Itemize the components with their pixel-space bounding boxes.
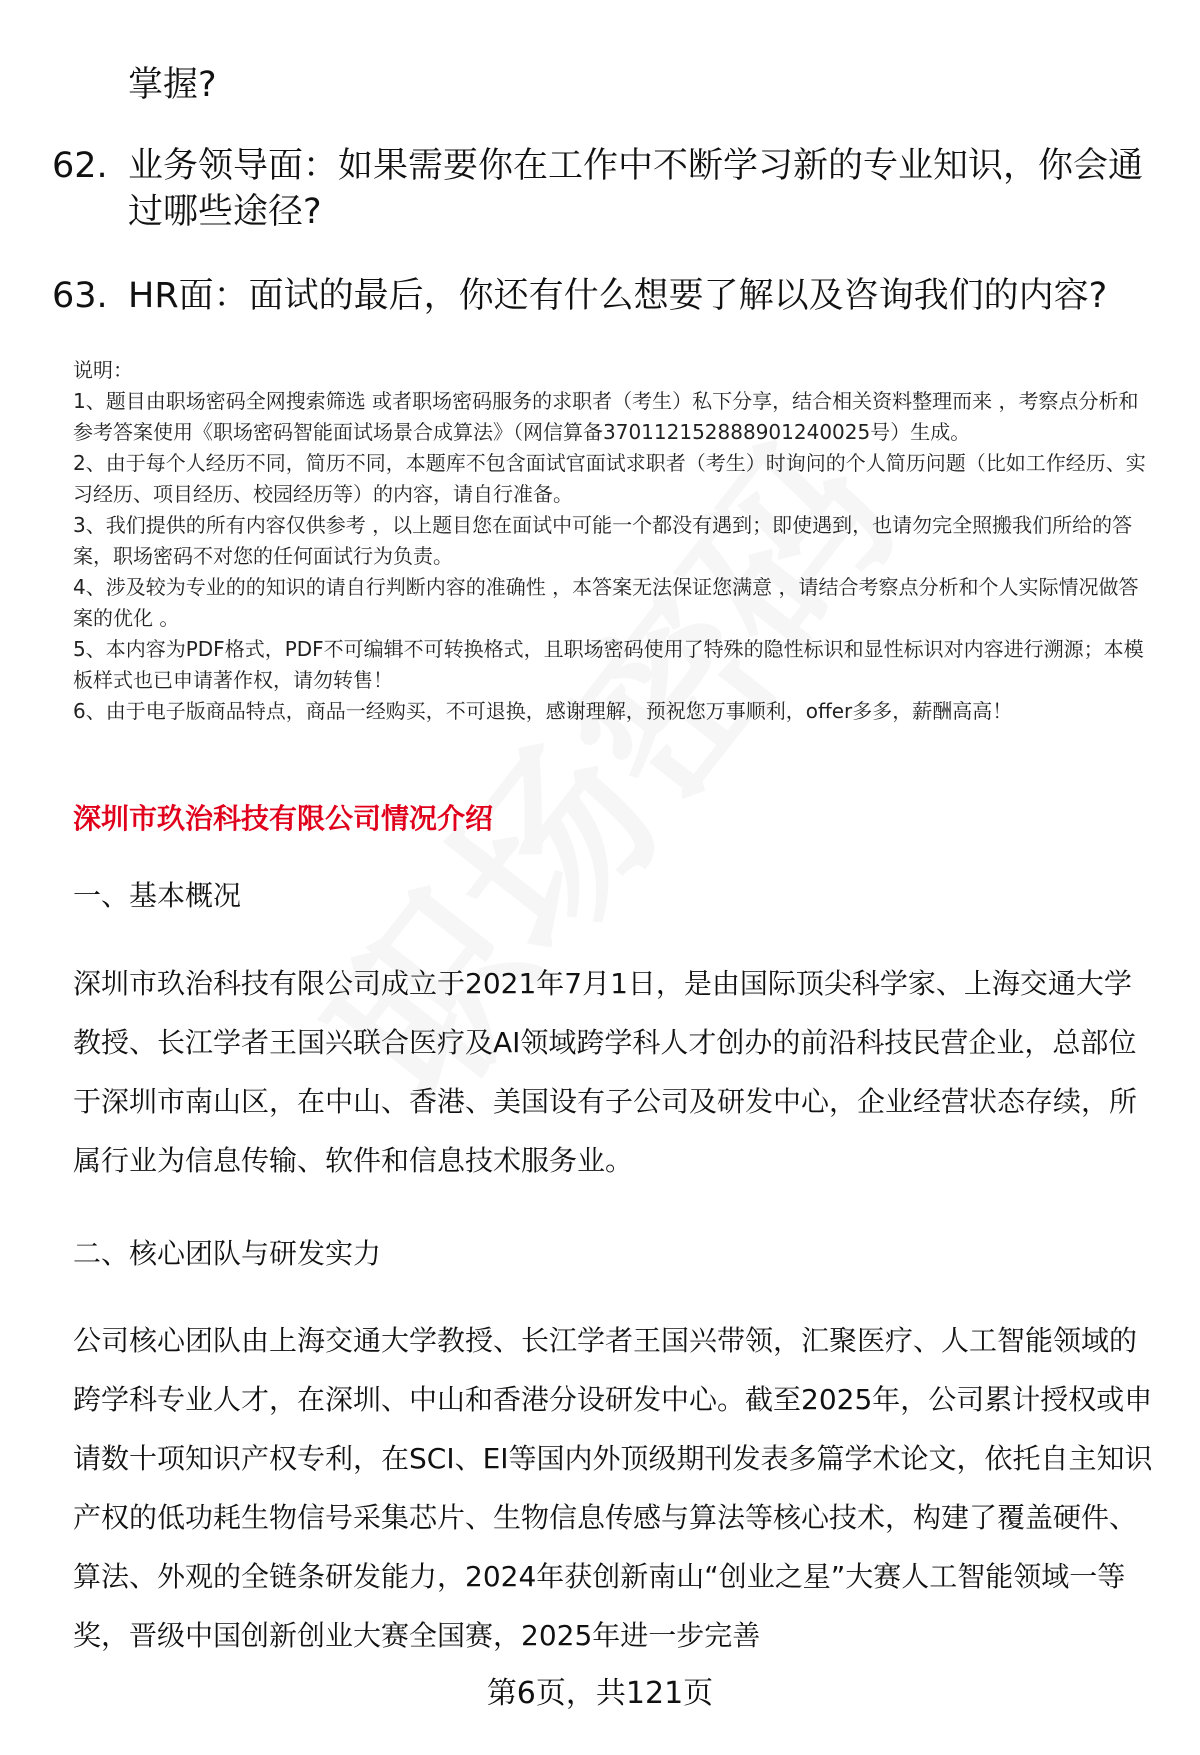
note-item: 4、涉及较为专业的的知识的请自行判断内容的准确性 ，本答案无法保证您满意 ，请结合考察点分析和个人实际情况做答案的优化 。 (73, 575, 1139, 630)
question-number: 62. (52, 146, 108, 186)
section2-paragraph: 公司核心团队由上海交通大学教授、长江学者王国兴带领，汇聚医疗、人工智能领域的跨学科专业人才，在深圳、中山和香港分设研发中心。截至2025年，公司累计授权或申请数十项知识产权专利，在SCI、EI等国内外顶级期刊发表多篇学术论文，依托自主知识产权的低功耗生物信号采集芯片、生物信息传感与算法等核心技术，构建了覆盖硬件、算法、外观的全链条研发能力，2024年获创新南山“创业之星”大赛人工智能领域一等奖，晋级中国创新创业大赛全国赛，2025年进一步完善 (73, 1324, 1153, 1652)
company-heading: 深圳市玖治科技有限公司情况介绍 (73, 802, 494, 835)
note-item: 1、题目由职场密码全网搜索筛选 或者职场密码服务的求职者（考生）私下分享，结合相关资料整理而来 ，考察点分析和参考答案使用《职场密码智能面试场景合成算法》（网信算备370112152888901240025号）生成。 (73, 389, 1139, 444)
note-item: 6、由于电子版商品特点，商品一经购买，不可退换，感谢理解，预祝您万事顺利，offer多多，薪酬高高！ (73, 699, 1013, 723)
question-text: 掌握? (128, 65, 217, 105)
section1-title: 一、基本概况 (73, 879, 242, 912)
notes-title: 说明： (73, 358, 133, 382)
note-item: 2、由于每个人经历不同，简历不同，本题库不包含面试官面试求职者（考生）时询问的个人简历问题（比如工作经历、实习经历、项目经历、校园经历等）的内容，请自行准备。 (73, 451, 1146, 506)
section1-paragraph: 深圳市玖治科技有限公司成立于2021年7月1日，是由国际顶尖科学家、上海交通大学教授、长江学者王国兴联合医疗及AI领域跨学科人才创办的前沿科技民营企业，总部位于深圳市南山区，在中山、香港、美国设有子公司及研发中心，企业经营状态存续，所属行业为信息传输、软件和信息技术服务业。 (73, 967, 1138, 1177)
question-text: HR面：面试的最后，你还有什么想要了解以及咨询我们的内容? (128, 276, 1108, 316)
section2-title: 二、核心团队与研发实力 (73, 1237, 382, 1270)
page-number: 第6页，共121页 (486, 1676, 714, 1711)
question-62 (52, 143, 1162, 235)
note-item: 3、我们提供的所有内容仅供参考 ，以上题目您在面试中可能一个都没有遇到；即使遇到，也请勿完全照搬我们所给的答案，职场密码不对您的任何面试行为负责。 (73, 513, 1133, 568)
question-number: 63. (52, 276, 108, 316)
question-63 (52, 273, 1162, 319)
question-continuation (52, 62, 1162, 108)
question-text: 业务领导面：如果需要你在工作中不断学习新的专业知识，你会通过哪些途径? (128, 146, 1144, 232)
note-item: 5、本内容为PDF格式，PDF不可编辑不可转换格式，且职场密码使用了特殊的隐性标识和显性标识对内容进行溯源；本模板样式也已申请著作权，请勿转售！ (73, 637, 1144, 692)
notes-block (73, 355, 1153, 727)
